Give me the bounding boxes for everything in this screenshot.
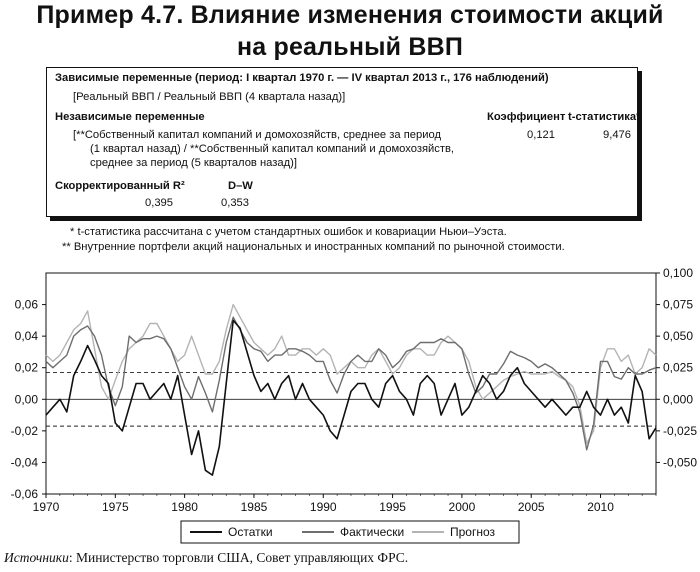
dependent-header: Зависимые переменные (период: I квартал 1970 г. — IV квартал 2013 г., 176 наблюдений) [55, 72, 549, 84]
x-tick-label: 2005 [517, 500, 545, 514]
footnote-1: * t-статистика рассчитана с учетом стандартных ошибок и ковариации Ньюи–Уэста. [70, 226, 507, 238]
page-subtitle: на реальный ВВП [236, 33, 464, 61]
dw-label: D–W [228, 180, 253, 192]
left-tick-label: -0,02 [10, 423, 38, 438]
right-tick-label: 0,100 [663, 266, 694, 280]
source-label: Источники [4, 550, 69, 565]
left-tick-label: 0,00 [14, 392, 38, 407]
chart [0, 262, 700, 552]
dw-value: 0,353 [221, 197, 249, 209]
x-tick-label: 1995 [379, 500, 406, 514]
independent-header: Независимые переменные [55, 111, 205, 123]
footnote-2: ** Внутренние портфели акций национальных и иностранных компаний по рыночной стоимости. [62, 241, 565, 253]
independent-var-line1: [**Собственный капитал компаний и домохозяйств, среднее за период [73, 129, 441, 141]
source-note [4, 550, 408, 566]
tstat-value: 9,476 [603, 129, 631, 141]
x-tick-label: 2010 [587, 500, 614, 514]
regression-table [46, 67, 641, 217]
left-tick-label: -0,04 [10, 455, 38, 470]
x-tick-label: 1975 [101, 500, 129, 514]
independent-var-line3: среднее за период (5 кварталов назад)] [90, 157, 297, 169]
left-tick-label: 0,04 [14, 329, 38, 344]
page-title: Пример 4.7. Влияние изменения стоимости акций [36, 1, 664, 29]
legend-label-residuals: Остатки [228, 525, 273, 539]
coefficient-value: 0,121 [527, 129, 555, 141]
coefficient-header: Коэффициент [487, 111, 566, 123]
legend-label-forecast: Прогноз [450, 525, 496, 539]
x-tick-label: 1985 [240, 500, 268, 514]
adj-r2-value: 0,395 [145, 197, 173, 209]
right-tick-label: 0,000 [663, 392, 694, 407]
tstat-header: t-статистика* [568, 111, 641, 123]
adj-r2-label: Скорректированный R² [55, 180, 185, 192]
left-tick-label: -0,06 [10, 487, 38, 501]
legend-label-actual: Фактически [340, 525, 405, 539]
dependent-variable: [Реальный ВВП / Реальный ВВП (4 квартала назад)] [73, 91, 346, 103]
right-tick-label: -0,050 [663, 455, 698, 470]
left-tick-label: 0,06 [14, 297, 38, 312]
series-line-forecast [46, 305, 656, 444]
left-tick-label: 0,02 [14, 360, 38, 375]
right-tick-label: -0,025 [663, 423, 698, 438]
right-tick-label: 0,025 [663, 360, 694, 375]
series-line-residuals [46, 320, 656, 475]
right-tick-label: 0,050 [663, 329, 694, 344]
independent-var-line2: (1 квартал назад) / **Собственный капитал компаний и домохозяйств, [90, 143, 455, 155]
x-tick-label: 2000 [448, 500, 476, 514]
x-tick-label: 1970 [32, 500, 60, 514]
x-tick-label: 1980 [171, 500, 198, 514]
right-tick-label: 0,075 [663, 297, 694, 312]
source-text: : Министерство торговли США, Совет управляющих ФРС. [68, 550, 409, 565]
x-tick-label: 1990 [309, 500, 337, 514]
